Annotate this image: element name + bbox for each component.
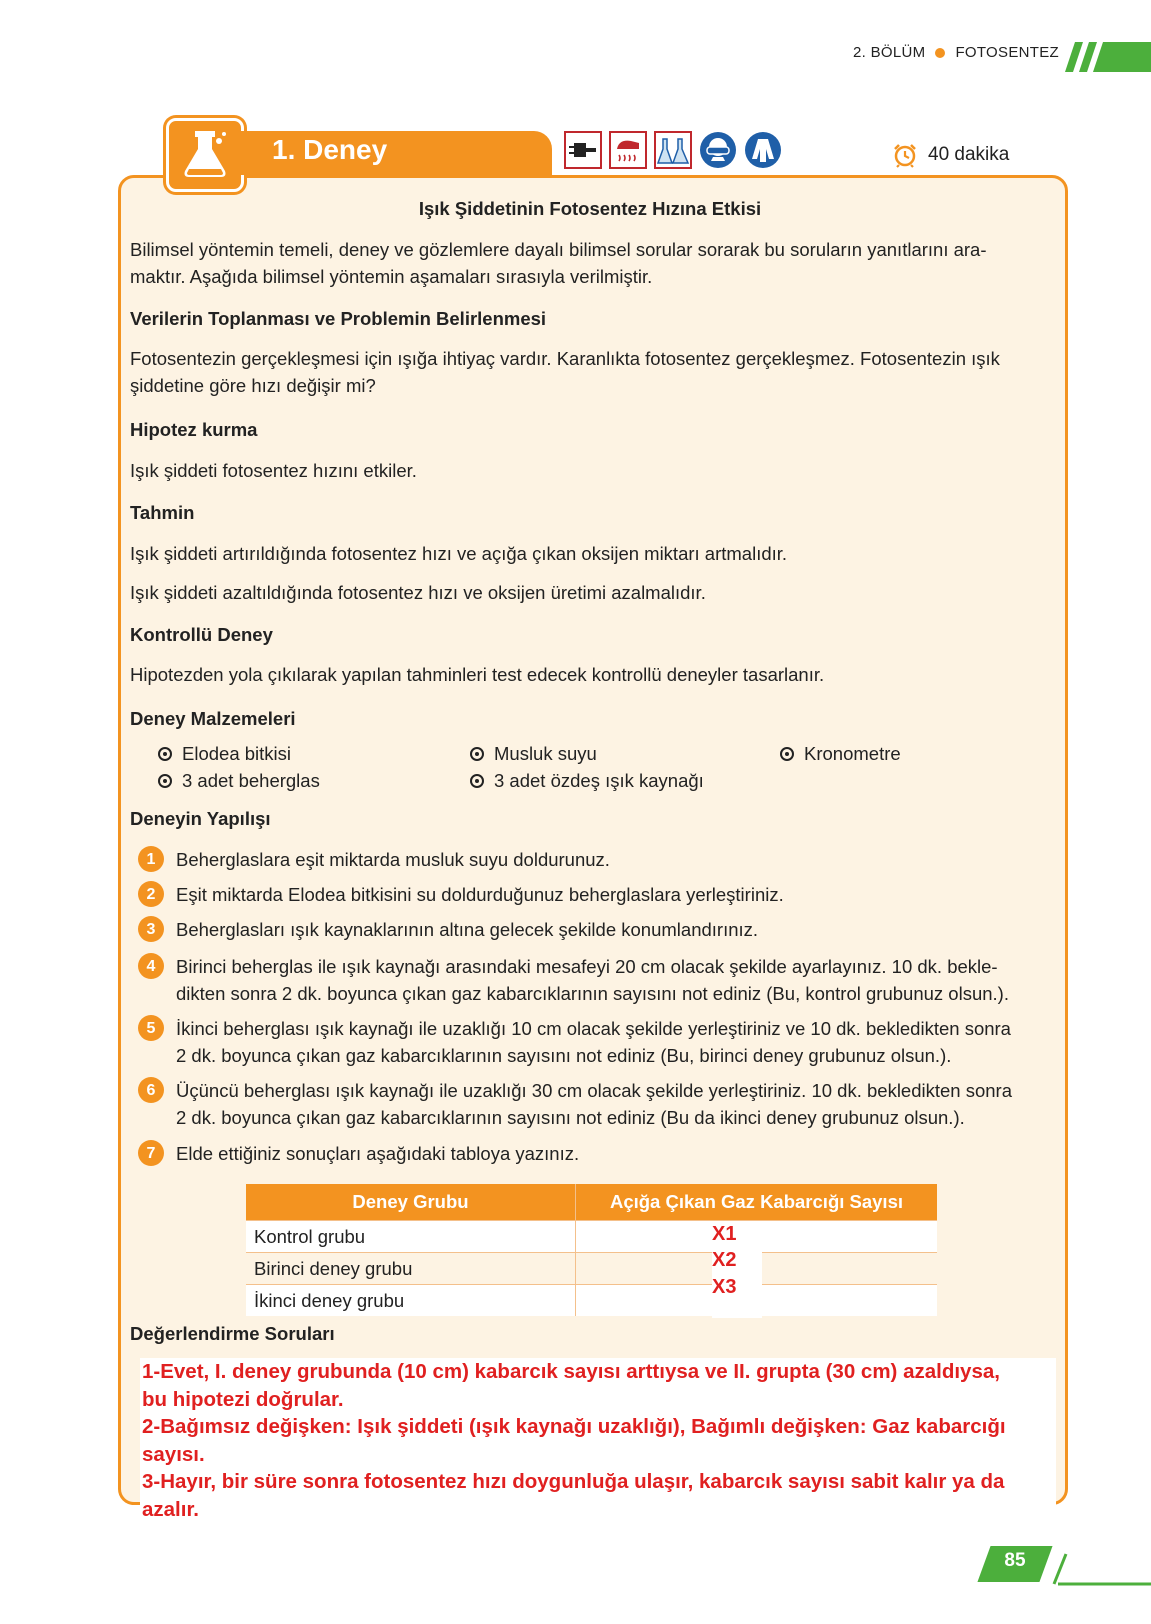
step-text: Birinci beherglas ile ışık kaynağı arasındaki mesafeyi 20 cm olacak şekilde ayarlayınız. 10 dk. bekle-	[176, 956, 998, 977]
duration	[892, 142, 1009, 168]
page-number: 85	[1004, 1550, 1026, 1571]
intro-line-1: Bilimsel yöntemin temeli, deney ve gözlemlere dayalı bilimsel sorular sorarak bu soruların yanıtlarını ara-	[130, 239, 987, 260]
prediction-heading: Tahmin	[130, 502, 195, 523]
table-row	[246, 1285, 937, 1317]
flask-icon	[169, 121, 241, 189]
answer-line: bu hipotezi doğrular.	[142, 1387, 344, 1411]
table-header-row	[246, 1184, 937, 1221]
material-item: Kronometre	[780, 743, 901, 765]
controlled-experiment-text: Hipotezden yola çıkılarak yapılan tahminleri test edecek kontrollü deneyler tasarlanır.	[130, 664, 825, 685]
separator-dot	[935, 48, 945, 58]
alarm-clock-icon	[892, 142, 918, 168]
step-text: Beherglasları ışık kaynaklarının altına gelecek şekilde konumlandırınız.	[176, 919, 759, 940]
bullet-icon	[158, 774, 172, 788]
material-item: 3 adet özdeş ışık kaynağı	[470, 770, 704, 792]
bullet-icon	[470, 774, 484, 788]
step-text-cont: 2 dk. boyunca çıkan gaz kabarcıklarının sayısını not ediniz (Bu, birinci deney grubunuz olsun.).	[176, 1045, 952, 1066]
step-text-cont: dikten sonra 2 dk. boyunca çıkan gaz kabarcıklarının sayısını not ediniz (Bu, kontrol grubunuz olsun.).	[176, 983, 1009, 1004]
step-text: Beherglaslara eşit miktarda musluk suyu doldurunuz.	[176, 849, 610, 870]
header-stripes	[1059, 40, 1151, 74]
step-item	[138, 846, 1058, 873]
results-table	[246, 1184, 937, 1316]
chapter-header	[853, 44, 1059, 61]
topic-label: FOTOSENTEZ	[955, 44, 1059, 61]
answer-value: X2	[712, 1249, 737, 1271]
column-header: Açığa Çıkan Gaz Kabarcığı Sayısı	[576, 1184, 938, 1221]
materials-heading: Deney Malzemeleri	[130, 708, 296, 729]
intro-line-2: maktır. Aşağıda bilimsel yöntemin aşamaları sırasıyla verilmiştir.	[130, 266, 653, 287]
answer-value: X3	[712, 1276, 737, 1298]
group-cell: İkinci deney grubu	[246, 1285, 576, 1317]
step-text-cont: 2 dk. boyunca çıkan gaz kabarcıklarının sayısını not ediniz (Bu da ikinci deney grubunuz olsun.).	[176, 1107, 965, 1128]
procedure-heading: Deneyin Yapılışı	[130, 808, 271, 829]
bullet-icon	[158, 747, 172, 761]
step-text: Eşit miktarda Elodea bitkisini su doldurduğunuz beherglaslara yerleştiriniz.	[176, 884, 784, 905]
step-item	[138, 1015, 1058, 1069]
step-text: Elde ettiğiniz sonuçları aşağıdaki tabloya yazınız.	[176, 1143, 580, 1164]
material-item: Musluk suyu	[470, 743, 597, 765]
answer-line: 2-Bağımsız değişken: Işık şiddeti (ışık kaynağı uzaklığı), Bağımlı değişken: Gaz kabarcığı	[142, 1415, 1006, 1438]
column-header: Deney Grubu	[246, 1184, 576, 1221]
answer-line: 1-Evet, I. deney grubunda (10 cm) kabarcık sayısı arttıysa ve II. grupta (30 cm) azaldıysa,	[142, 1360, 1000, 1383]
step-number: 4	[138, 953, 164, 979]
material-item: 3 adet beherglas	[158, 770, 320, 792]
step-item	[138, 881, 1058, 908]
answer-line: azalır.	[142, 1497, 199, 1521]
hypothesis-text: Işık şiddeti fotosentez hızını etkiler.	[130, 460, 417, 481]
step-item	[138, 916, 1058, 943]
evaluation-heading: Değerlendirme Soruları	[130, 1323, 335, 1344]
duration-label: 40 dakika	[928, 144, 1010, 165]
lab-coat-icon	[744, 131, 782, 169]
bullet-icon	[780, 747, 794, 761]
table-row	[246, 1221, 937, 1253]
data-collection-heading: Verilerin Toplanması ve Problemin Belirlenmesi	[130, 308, 547, 329]
footer-line	[1052, 1552, 1151, 1586]
step-number: 1	[138, 846, 164, 872]
material-item: Elodea bitkisi	[158, 743, 291, 765]
step-number: 5	[138, 1015, 164, 1041]
step-text: İkinci beherglası ışık kaynağı ile uzaklığı 10 cm olacak şekilde yerleştiriniz ve 10 dk. bekledikten sonra	[176, 1018, 1011, 1039]
answer-line: sayısı.	[142, 1442, 205, 1466]
data-collection-line-1: Fotosentezin gerçekleşmesi için ışığa ihtiyaç vardır. Karanlıkta fotosentez gerçekleşmez. Fotosentezin ışık	[130, 348, 1000, 369]
experiment-badge	[166, 118, 244, 192]
step-number: 3	[138, 916, 164, 942]
prediction-line-1: Işık şiddeti artırıldığında fotosentez hızı ve açığa çıkan oksijen miktarı artmalıdır.	[130, 543, 788, 564]
step-text: Üçüncü beherglası ışık kaynağı ile uzaklığı 30 cm olacak şekilde yerleştiriniz. 10 dk. bekledikten sonra	[176, 1080, 1013, 1101]
step-number: 2	[138, 881, 164, 907]
experiment-heading: Işık Şiddetinin Fotosentez Hızına Etkisi	[418, 198, 762, 219]
goggles-icon	[699, 131, 737, 169]
hypothesis-heading: Hipotez kurma	[130, 419, 258, 440]
hot-surface-icon	[609, 131, 647, 169]
group-cell: Birinci deney grubu	[246, 1253, 576, 1285]
table-row	[246, 1253, 937, 1285]
glassware-icon	[654, 131, 692, 169]
step-number: 6	[138, 1077, 164, 1103]
chapter-label: 2. BÖLÜM	[853, 44, 926, 61]
step-item	[138, 1140, 1058, 1167]
group-cell: Kontrol grubu	[246, 1221, 576, 1253]
step-item	[138, 953, 1058, 1007]
answer-line: 3-Hayır, bir süre sonra fotosentez hızı doygunluğa ulaşır, kabarcık sayısı sabit kalır ya da	[142, 1470, 1005, 1493]
answer-value: X1	[712, 1223, 737, 1245]
data-collection-line-2: şiddetine göre hızı değişir mi?	[130, 375, 376, 396]
evaluation-answers	[140, 1358, 1056, 1523]
prediction-line-2: Işık şiddeti azaltıldığında fotosentez hızı ve oksijen üretimi azalmalıdır.	[130, 582, 706, 603]
controlled-experiment-heading: Kontrollü Deney	[130, 624, 273, 645]
bullet-icon	[470, 747, 484, 761]
experiment-title: 1. Deney	[272, 134, 388, 165]
step-number: 7	[138, 1140, 164, 1166]
electric-plug-icon	[564, 131, 602, 169]
step-item	[138, 1077, 1058, 1131]
